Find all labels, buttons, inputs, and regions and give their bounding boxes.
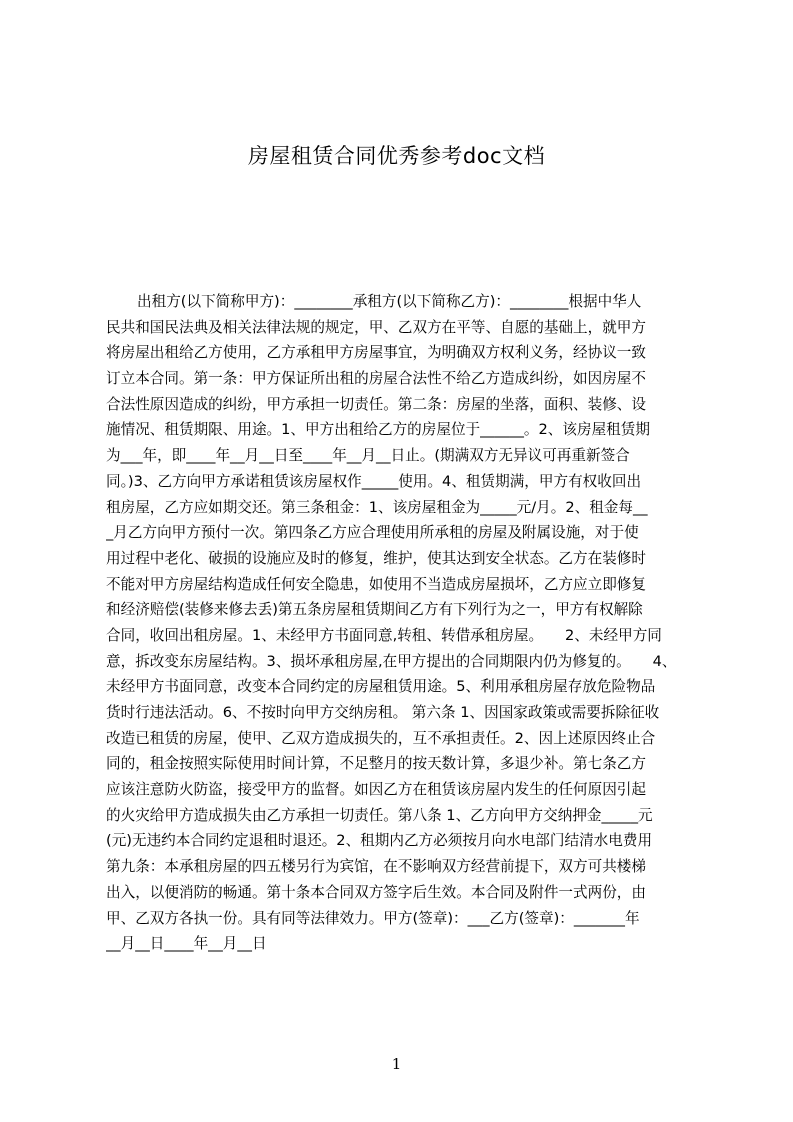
body-line: 不能对甲方房屋结构造成任何安全隐患，如使用不当造成房屋损坏，乙方应立即修复 (106, 575, 646, 593)
body-line: 同。)3、乙方向甲方承诺租赁该房屋权作_____使用。4、租赁期满，甲方有权收回出 (106, 472, 642, 490)
body-line: 未经甲方书面同意，改变本合同约定的房屋租赁用途。5、利用承租房屋存放危险物品 (106, 678, 656, 696)
document-title: 房屋租赁合同优秀参考doc文档 (247, 144, 546, 168)
body-line: _月乙方向甲方预付一次。第四条乙方应合理使用所承租的房屋及附属设施，对于使 (106, 524, 639, 542)
body-line: 合法性原因造成的纠纷，甲方承担一切责任。第二条：房屋的坐落，面积、装修、设 (106, 395, 646, 413)
body-line: 用过程中老化、破损的设施应及时的修复，维护，使其达到安全状态。乙方在装修时 (106, 549, 646, 567)
body-line: 同的，租金按照实际使用时间计算，不足整月的按天数计算，多退少补。第七条乙方 (106, 755, 646, 773)
body-line: 租房屋，乙方应如期交还。第三条租金：1、该房屋租金为_____元/月。2、租金每__ (106, 498, 648, 516)
body-line: 和经济赔偿(装修来修去丢)第五条房屋租赁期间乙方有下列行为之一，甲方有权解除 (106, 601, 643, 619)
body-line: 出入，以便消防的畅通。第十条本合同双方签字后生效。本合同及附件一式两份，由 (106, 883, 646, 901)
body-line: 应该注意防火防盗，接受甲方的监督。如因乙方在租赁该房屋内发生的任何原因引起 (106, 781, 646, 799)
body-line: 出租方(以下简称甲方)：________承租方(以下简称乙方)：________根据中华人 (137, 293, 642, 310)
body-line: 将房屋出租给乙方使用，乙方承租甲方房屋事宜，为明确双方权利义务，经协议一致 (106, 344, 646, 362)
body-line: 为___年，即____年__月__日至____年__月__日止。(期满双方无异议可再重新签合 (106, 447, 630, 465)
body-line: 合同，收回出租房屋。1、未经甲方书面同意,转租、转借承租房屋。 2、未经甲方同 (106, 626, 662, 644)
body-line: 货时行违法活动。6、不按时向甲方交纳房租。 第六条 1、因国家政策或需要拆除征收 (106, 704, 660, 721)
body-line: 的火灾给甲方造成损失由乙方承担一切责任。第八条 1、乙方向甲方交纳押金_____元 (106, 806, 653, 824)
body-line: 民共和国民法典及相关法律法规的规定，甲、乙双方在平等、自愿的基础上，就甲方 (106, 318, 646, 336)
body-line: __月__日____年__月__日 (106, 935, 267, 953)
contract-body (106, 289, 700, 957)
body-line: 改造已租赁的房屋，使甲、乙双方造成损失的，互不承担责任。2、因上述原因终止合 (106, 729, 656, 747)
body-line: 甲、乙双方各执一份。具有同等法律效力。甲方(签章)：___乙方(签章)：_______年 (106, 909, 640, 927)
page-number: 1 (391, 1055, 402, 1073)
body-line: 第九条：本承租房屋的四五楼另行为宾馆，在不影响双方经营前提下，双方可共楼梯 (106, 858, 646, 876)
body-line: 订立本合同。第一条：甲方保证所出租的房屋合法性不给乙方造成纠纷，如因房屋不 (106, 370, 646, 388)
body-line: 施情况、租赁期限、用途。1、甲方出租给乙方的房屋位于______。2、该房屋租赁期 (106, 421, 650, 439)
body-line: (元)无违约本合同约定退租时退还。2、租期内乙方必须按月向水电部门结清水电费用 (106, 832, 653, 850)
body-line: 意，拆改变东房屋结构。3、损坏承租房屋,在甲方提出的合同期限内仍为修复的。 4、 (106, 652, 677, 670)
